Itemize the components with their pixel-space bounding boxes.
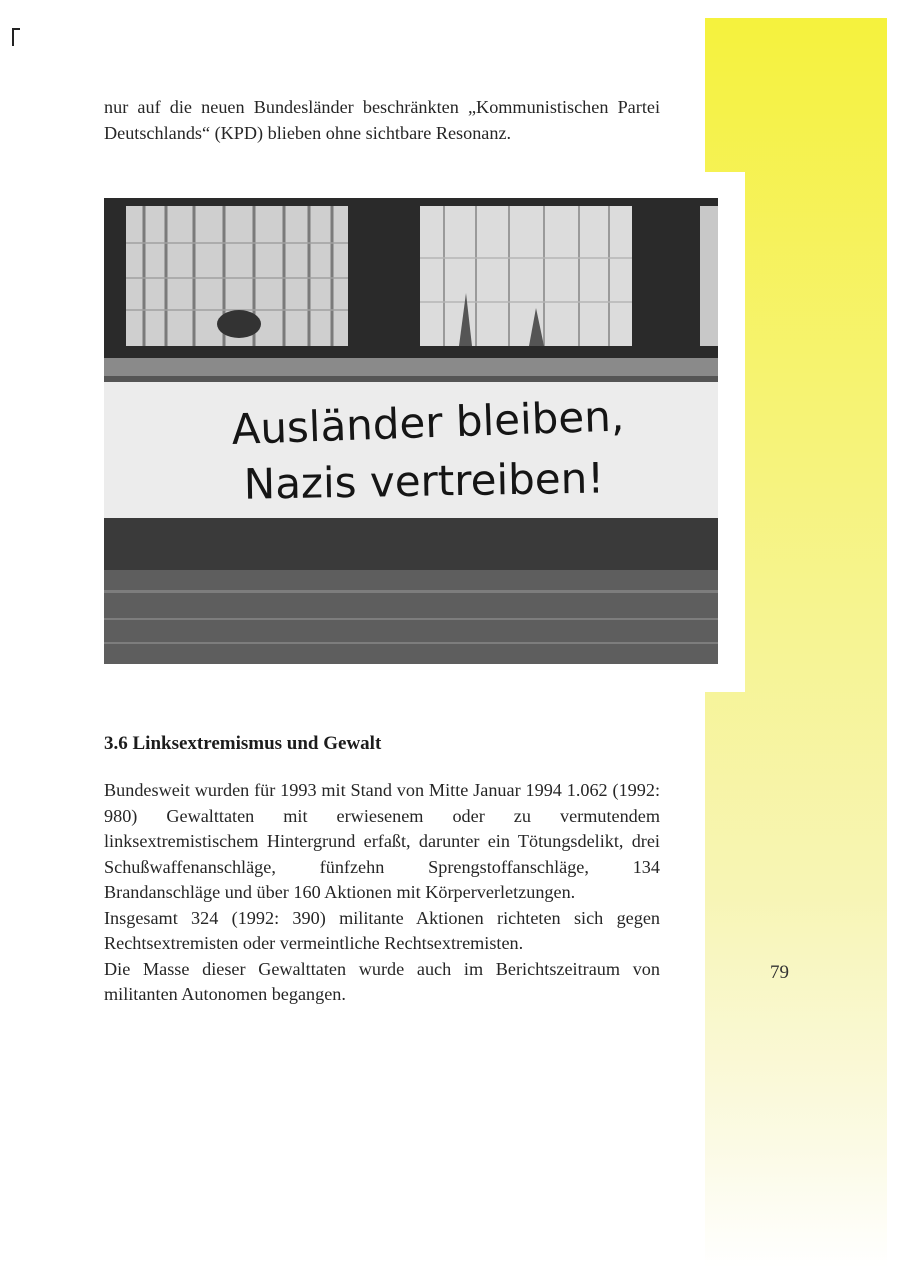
- body-paragraph: Die Masse dieser Gewalttaten wurde auch im Berichtszeitraum von militanten Autonomen begangen.: [104, 958, 660, 1004]
- crop-mark: [12, 28, 14, 46]
- body-paragraph: Bundesweit wurden für 1993 mit Stand von Mitte Januar 1994 1.062 (1992: 980) Gewalttaten mit erwiesenem oder zu vermutendem linksextremistischem Hintergrund erfaßt, darunter ein Tötungsdelikt, drei Schußwaffenanschläge, fünfzehn Sprengstoffanschläge, 134 Brandanschläge und über 160 Aktionen mit Körperverletzungen.: [104, 780, 660, 902]
- section-body: [104, 778, 660, 1008]
- section-heading: 3.6 Linksextremismus und Gewalt: [104, 733, 382, 754]
- page-number: 79: [770, 962, 789, 983]
- body-paragraph: Insgesamt 324 (1992: 390) militante Aktionen richteten sich gegen Rechtsextremisten oder vermeintliche Rechtsextremisten.: [104, 907, 660, 953]
- graffiti-line-1: Ausländer bleiben,: [230, 391, 625, 454]
- graffiti-photo: [104, 198, 718, 664]
- graffiti-line-2: Nazis vertreiben!: [243, 453, 605, 509]
- intro-paragraph: nur auf die neuen Bundesländer beschränkten „Kommunistischen Partei Deutschlands“ (KPD) blieben ohne sichtbare Resonanz.: [104, 97, 660, 143]
